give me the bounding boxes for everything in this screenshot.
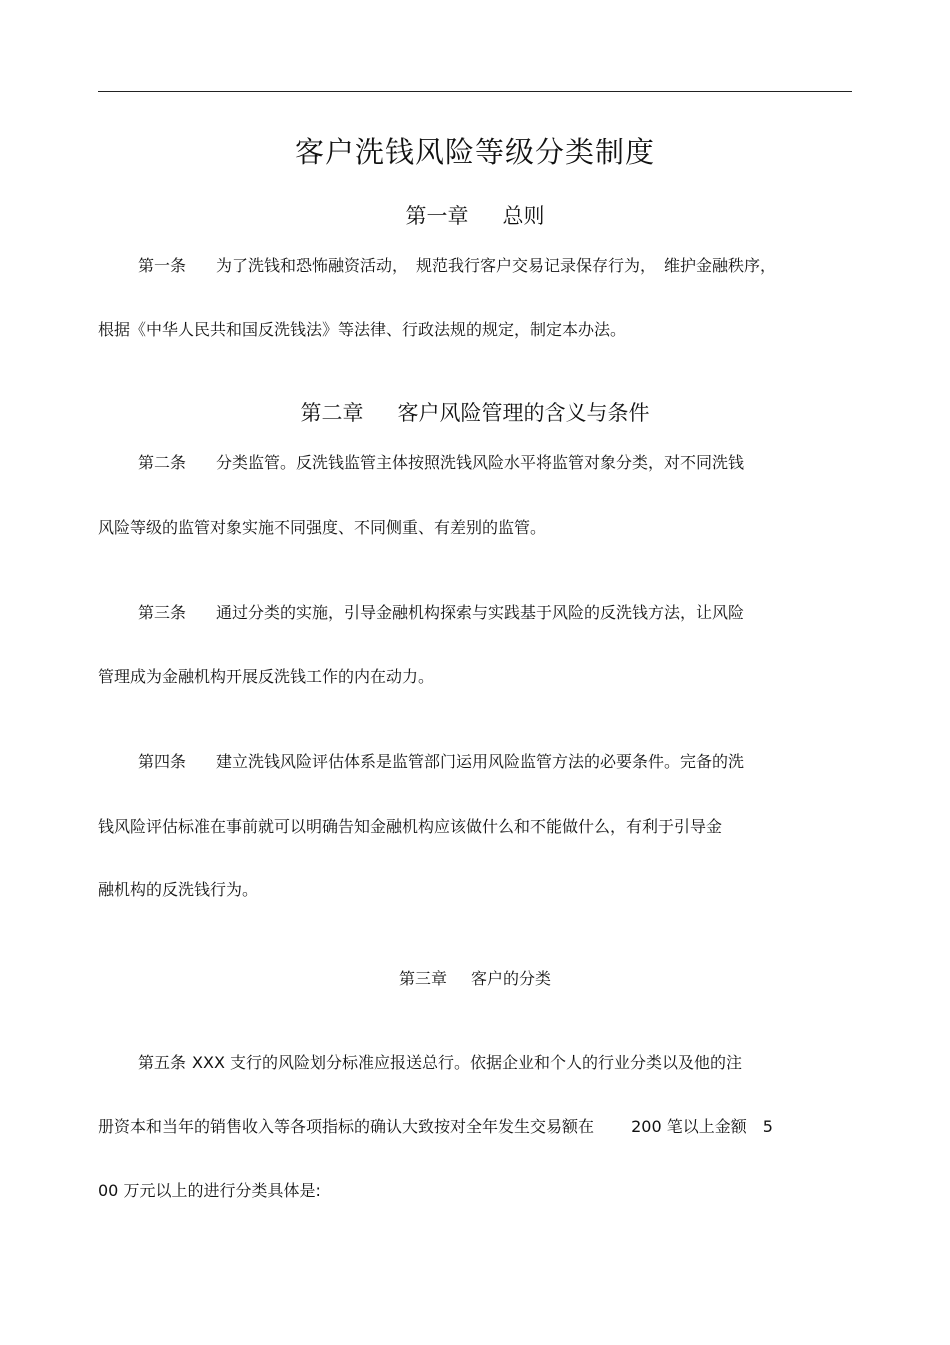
chapter-label: 第一章	[405, 204, 469, 228]
article-text: 分类监管。反洗钱监管主体按照洗钱风险水平将监管对象分类，对不同洗钱	[216, 453, 745, 472]
article-4-line-1	[138, 752, 744, 772]
article-3-line-2: 管理成为金融机构开展反洗钱工作的内在动力。	[98, 667, 435, 686]
article-number: 第一条	[138, 256, 187, 275]
chapter-name: 客户的分类	[471, 969, 552, 988]
chapter-name: 总则	[502, 204, 545, 228]
chapter-heading-2	[0, 397, 950, 427]
chapter-label: 第二章	[300, 401, 364, 425]
document-title: 客户洗钱风险等级分类制度	[294, 135, 655, 169]
chapter-heading-3	[0, 966, 950, 989]
article-text: 为了洗钱和恐怖融资活动， 规范我行客户交易记录保存行为， 维护金融秩序，	[216, 256, 777, 275]
chapter-label: 第三章	[398, 969, 447, 988]
article-2-line-2: 风险等级的监管对象实施不同强度、不同侧重、有差别的监管。	[98, 518, 547, 537]
article-4-line-2: 钱风险评估标准在事前就可以明确告知金融机构应该做什么和不能做什么，有利于引导金	[98, 817, 723, 836]
article-1-line-1	[138, 256, 776, 276]
article-number: 第三条	[138, 603, 187, 622]
article-text: XXX 支行的风险划分标准应报送总行。依据企业和个人的行业分类以及他的注	[192, 1053, 742, 1072]
article-3-line-1	[138, 603, 744, 623]
article-number: 第四条	[138, 752, 187, 771]
article-4-line-3: 融机构的反洗钱行为。	[98, 880, 259, 899]
article-number: 第二条	[138, 453, 187, 472]
article-1-line-2: 根据《中华人民共和国反洗钱法》等法律、行政法规的规定，制定本办法。	[98, 320, 627, 339]
header-rule	[98, 91, 852, 92]
article-2-line-1	[138, 453, 744, 473]
chapter-name: 客户风险管理的含义与条件	[397, 401, 650, 425]
article-5-line-3: 00 万元以上的进行分类具体是:	[98, 1181, 321, 1200]
chapter-heading-1	[0, 200, 950, 230]
article-5-line-2: 册资本和当年的销售收入等各项指标的确认大致按对全年发生交易额在 200 笔以上金额 5	[98, 1117, 773, 1136]
article-text: 建立洗钱风险评估体系是监管部门运用风险监管方法的必要条件。完备的洗	[216, 752, 745, 771]
article-text: 通过分类的实施，引导金融机构探索与实践基于风险的反洗钱方法，让风险	[216, 603, 745, 622]
article-5-line-1	[138, 1053, 742, 1073]
article-number: 第五条	[138, 1053, 187, 1072]
